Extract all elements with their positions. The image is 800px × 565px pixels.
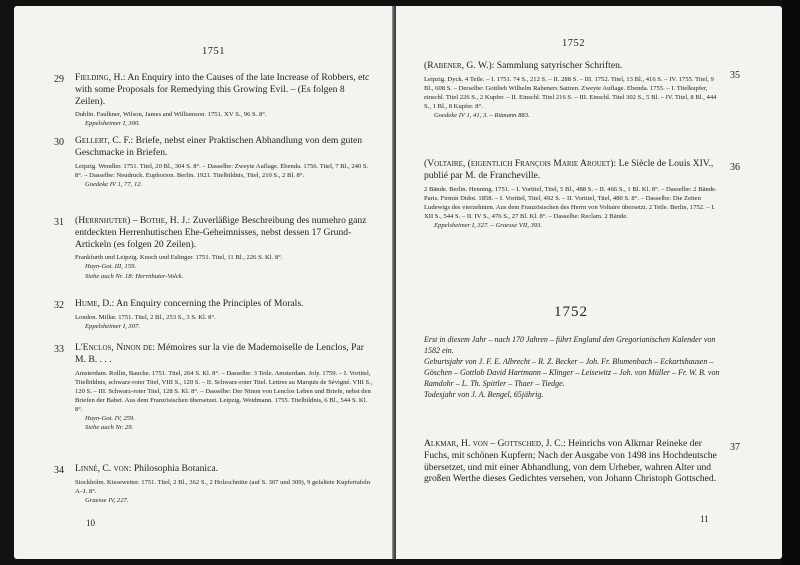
entry-number: 35 bbox=[730, 70, 740, 81]
intro-line: Todesjahr von J. A. Bengel, 65jährig. bbox=[424, 390, 544, 399]
catalog-entry bbox=[75, 135, 375, 189]
entry-reference: Eppelsheimer I, 300. bbox=[85, 120, 140, 128]
entry-reference: Hayn-Got. IV, 259. bbox=[85, 415, 135, 423]
entry-title: An Enquiry into the Causes of the late Increase of Robbers, etc with some Proposals for Remedying this Growing Evil. – (Es folgen 8 Zeilen). bbox=[75, 72, 370, 107]
entry-detail: Stockholm. Kiesewetter. 1751. Titel, 2 Bl., 362 S., 2 Holzschnitte (auf S. 307 und 309), 9 gefaltete Kupfertafeln A–J. 8°. bbox=[75, 478, 371, 495]
entry-title: Philosophia Botanica. bbox=[133, 463, 219, 474]
entry-author: L'Enclos, Ninon de: bbox=[75, 342, 156, 353]
entry-author: Hume, D.: bbox=[75, 298, 115, 309]
entry-reference: Goedeke IV 1, 41, 3. – Rümann 883. bbox=[434, 112, 530, 120]
entry-reference: Graesse IV, 227. bbox=[85, 496, 129, 504]
year-introduction bbox=[424, 334, 722, 400]
entry-author: (Rabener, G. W.): bbox=[424, 60, 495, 71]
entry-detail: 2 Bände. Berlin. Henning. 1751. – I. Vortitel, Titel, 5 Bl., 488 S. – II. 466 S., 1 Bl. Kl. 8°. – Dasselbe: 2 Bände. Paris. Firmin Didot. 1858. – I. Vortitel, Titel, 492 S. – II. Vortitel, Titel, 480 S. 8°. – Dasselbe: Die Zeiten Ludewigs des vierzehnten. Aus dem Französischen des Herrn von Voltaire übersetzt. 2 Teile. Berlin, 1752. – I. XII S., 544 S. – II. IV S., 476 S., 27 Bl. Kl. 8°. – Dasselbe: Reclam. 2 Bände. bbox=[424, 185, 717, 220]
entry-number: 32 bbox=[54, 300, 64, 311]
entry-title: Briefe, nebst einer Praktischen Abhandlung von dem guten Geschmacke in Briefen. bbox=[75, 135, 363, 158]
scan-edge bbox=[782, 0, 800, 565]
entry-number: 29 bbox=[54, 74, 64, 85]
entry-reference: Siehe auch Nr. 18: Herrnhuter-Volck. bbox=[85, 272, 184, 280]
catalog-entry bbox=[424, 60, 722, 120]
entry-number: 31 bbox=[54, 217, 64, 228]
entry-title: Sammlung satyrischer Schriften. bbox=[496, 60, 623, 71]
entry-reference: Eppelsheimer I, 327. – Graesse VII, 393. bbox=[434, 221, 543, 229]
entry-reference: Eppelsheimer I, 307. bbox=[85, 322, 140, 330]
entry-number: 37 bbox=[730, 442, 740, 453]
page-number: 11 bbox=[700, 514, 709, 524]
entry-detail: Amsterdam. Rollin, Bauche. 1751. Titel, 264 S. Kl. 8°. – Dasselbe: 3 Teile. Amsterdam. Joly. 1759. – I. Vortitel, Titelbildnis, schwarz-roter Titel, VIII S., 120 S. – II. Schwarz-roter Titel. Lettres au Marquis de Sévigné. VIII S., 120 S. – III. Schwarz-roter Titel, 128 S. Kl. 8°. – Dasselbe: Der Ninon von Lenclos Leben und Briefe, nebst den Briefen der Babet. Aus dem Französischen übersetzet. Leipzig. Weidmann. 1755. Titelbildnis, 6 Bl., 544 S. Kl. 8°. bbox=[75, 369, 373, 413]
entry-reference: Siehe auch Nr. 29. bbox=[85, 424, 134, 432]
right-page bbox=[396, 6, 782, 559]
entry-number: 34 bbox=[54, 465, 64, 476]
entry-detail: London. Millar. 1751. Titel, 2 Bl., 253 S., 3 S. Kl. 8°. bbox=[75, 313, 216, 321]
entry-author: Alkmar, H. von – Gottsched, J. C.: bbox=[424, 438, 566, 449]
catalog-entry bbox=[424, 158, 722, 230]
entry-author: Fielding, H.: bbox=[75, 72, 126, 83]
catalog-entry bbox=[75, 298, 375, 331]
section-year-heading: 1752 bbox=[554, 304, 588, 320]
left-page bbox=[14, 6, 394, 559]
entry-reference: Hayn-Got. III, 159. bbox=[85, 263, 137, 271]
intro-line: Geburtsjahr von J. F. E. Albrecht – R. Z. Becker – Joh. Fr. Blumenbach – Eckartshausen – Göschen – Gottlob David Hartmann – Klinger – Leisewitz – Joh. von Müller – Fr. W. B. von Ramdohr – L. Th. Spittler – Thaer – Tiedge. bbox=[424, 357, 720, 388]
entry-title: Le Siècle de Louis XIV., publié par M. de Francheville. bbox=[424, 158, 714, 181]
catalog-entry bbox=[75, 463, 375, 505]
entry-author: (Herrnhuter) – Bothe, H. J.: bbox=[75, 215, 191, 226]
running-head-year: 1752 bbox=[562, 38, 585, 49]
running-head-year: 1751 bbox=[202, 46, 225, 57]
entry-detail: Frankfurth und Leipzig. Knoch und Eslinger. 1751. Titel, 11 Bl., 226 S. Kl. 8°. bbox=[75, 254, 283, 262]
entry-number: 30 bbox=[54, 137, 64, 148]
entry-reference: Goedeke IV 1, 77, 12. bbox=[85, 180, 143, 188]
intro-line: Erst in diesem Jahr – nach 170 Jahren – führt England den Gregorianischen Kalender von 1582 ein. bbox=[424, 335, 716, 355]
entry-detail: Leipzig. Dyck. 4 Teile. – I. 1751. 74 S., 212 S. – II. 288 S. – III. 1752. Titel, 13 Bl., 416 S. – IV. 1755. Titel, 9 Bl., 608 S. – Derselbe: Gottlieb Wilhelm Rabeners Satiren. Zweyte Auflage. Ebenda. 1755. – I. Titelkupfer, einschl. Titel 226 S., 2 Kupfer. – II. Einschl. Titel 216 S. – III. Einschl. Titel 302 S., 5 Bl. – IV. Titel, 8 Bl., 444 S., 1 Bl., 8 Kupfer. 8°. bbox=[424, 75, 717, 111]
entry-author: Linné, C. von: bbox=[75, 463, 132, 474]
entry-number: 33 bbox=[54, 344, 64, 355]
entry-author: Gellert, C. F.: bbox=[75, 135, 134, 146]
catalog-entry bbox=[75, 215, 375, 281]
entry-detail: Leipzig. Wendler. 1751. Titel, 20 Bl., 304 S. 8°. – Dasselbe: Zweyte Auflage. Ebenda. 1756. Titel, 7 Bl., 240 S. 8°. – Dasselbe: Neudruck. Euphorion. Berlin. 1921. Titelbildnis, Titel, 210 S., 2 Bl. 8°. bbox=[75, 162, 369, 179]
catalog-entry bbox=[75, 72, 375, 129]
entry-title: An Enquiry concerning the Principles of Morals. bbox=[116, 298, 304, 309]
entry-number: 36 bbox=[730, 162, 740, 173]
catalog-entry bbox=[75, 342, 375, 432]
page-number: 10 bbox=[86, 518, 95, 528]
entry-author: (Voltaire, (eigentlich François Marie Arouet): bbox=[424, 158, 617, 169]
entry-title: Zuverläßige Beschreibung des numehro ganz entdeckten Herrenhutischen Ehe-Geheimnisses, nebst dessen 17 Grund-Artickeln (es folgen 20 Zeilen). bbox=[75, 215, 367, 250]
catalog-entry bbox=[424, 438, 722, 485]
entry-title: Mémoires sur la vie de Mademoiselle de Lenclos, Par M. B. . . . bbox=[75, 342, 364, 365]
entry-title: Heinrichs von Alkmar Reineke der Fuchs, mit schönen Kupfern; Nach der Ausgabe von 1498 ins Hochdeutsche übersetzet, und mit einer Abhandlung, von dem Urheber, wahren Alter und großen Werthe dieses Gedichtes versehen, von Johann Christoph Gottsched. bbox=[424, 438, 717, 485]
entry-detail: Dublin. Faulkner, Wilson, James and Williamson. 1751. XV S., 96 S. 8°. bbox=[75, 111, 267, 119]
